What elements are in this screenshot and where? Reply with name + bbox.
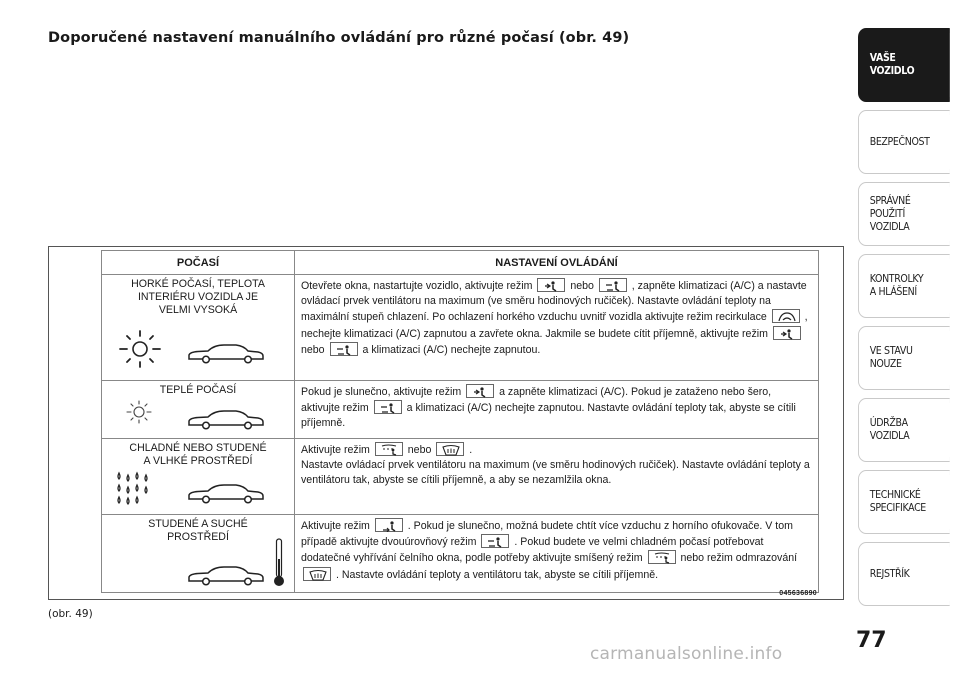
weather-label: TEPLÉ POČASÍ (159, 384, 237, 396)
mixed-mode-icon (375, 442, 403, 456)
bilevel-mode-icon (330, 342, 358, 356)
watermark: carmanualsonline.info (590, 644, 783, 664)
face-vent-mode-icon (773, 326, 801, 340)
car-icon (186, 343, 266, 365)
tab-technicke-specifikace[interactable] (858, 470, 950, 534)
settings-text: . Nastavte ovládání teploty a ventilátoru tak, abyste se cítili příjemně. (335, 568, 659, 581)
settings-text: a klimatizaci (A/C) nechejte zapnutou. Nastavte ovládání teploty tak, abyste se cítili příjemně. (301, 402, 796, 430)
table-row (102, 275, 819, 381)
weather-label: VELMI VYSOKÁ (158, 304, 238, 316)
bilevel-mode-icon (599, 278, 627, 292)
settings-text: , zapněte klimatizaci (A/C) a nastavte ovládací prvek ventilátoru na maximum (ve směru hodinových ručiček). Nastavte ovládání teploty na maximální stupeň chlazení. Po ochlazení horkého vzduchu uvnitř vozidla aktivujte režim recirkulace (301, 280, 807, 324)
sun-icon (124, 399, 154, 425)
settings-text: Pokud je slunečno, aktivujte režim (301, 386, 462, 398)
weather-label: CHLADNÉ NEBO STUDENÉ (129, 442, 267, 454)
face-vent-mode-icon (537, 278, 565, 292)
settings-text: Nastavte ovládací prvek ventilátoru na maximum (ve směru hodinových ručiček). Nastavte ovládání teploty a ventilátoru tak, abyste se cítili příjemně, a aby se nezamlžila okna. (301, 459, 810, 487)
tab-bezpecnost[interactable] (858, 110, 950, 174)
weather-cell (102, 515, 295, 593)
bilevel-mode-icon (481, 534, 509, 548)
settings-text: . (469, 444, 473, 456)
page-title: Doporučené nastavení manuálního ovládání pro různé počasí (obr. 49) (48, 30, 630, 46)
figure-caption: (obr. 49) (48, 608, 93, 620)
weather-label: A VLHKÉ PROSTŘEDÍ (143, 455, 253, 467)
settings-text: Otevřete okna, nastartujte vozidlo, aktivujte režim (301, 280, 533, 292)
settings-text: a zapněte klimatizaci (A/C). Pokud je zataženo nebo šero, aktivujte režim (301, 386, 772, 415)
car-icon (186, 409, 266, 431)
tab-label: REJSTŘÍK (869, 567, 910, 580)
settings-cell (295, 275, 819, 381)
settings-cell (295, 515, 819, 593)
weather-settings-table (101, 250, 819, 593)
tab-label: VE STAVU (869, 345, 913, 357)
table-row (102, 381, 819, 439)
figure-49 (48, 246, 844, 600)
settings-text: Aktivujte režim (301, 520, 370, 532)
table-row (102, 515, 819, 593)
weather-label: INTERIÉRU VOZIDLA JE (137, 291, 259, 303)
weather-cell (102, 439, 295, 515)
tab-label: BEZPEČNOST (869, 135, 930, 148)
settings-text: a klimatizaci (A/C) nechejte zapnutou. (362, 343, 541, 356)
sun-icon (116, 329, 164, 369)
page-number: 77 (856, 628, 887, 653)
tab-label: A HLÁŠENÍ (869, 286, 917, 298)
tab-label: VOZIDLA (869, 220, 910, 233)
tab-label: SPECIFIKACE (869, 502, 926, 514)
weather-label: HORKÉ POČASÍ, TEPLOTA (131, 278, 265, 290)
tab-label: SPRÁVNÉ (869, 194, 911, 207)
header-weather: POČASÍ (102, 251, 295, 275)
tab-label: TECHNICKÉ (869, 489, 921, 501)
face-vent-mode-icon (466, 384, 494, 398)
settings-text: nebo (570, 280, 594, 292)
tab-spravne-pouziti-vozidla[interactable] (858, 182, 950, 246)
defrost-mode-icon (436, 442, 464, 456)
tab-udrzba-vozidla[interactable] (858, 398, 950, 462)
tab-label: ÚDRŽBA (869, 417, 908, 429)
table-row (102, 439, 819, 515)
tab-label: KONTROLKY (869, 273, 924, 285)
settings-text: nebo (301, 343, 325, 356)
tab-rejstrik[interactable] (858, 542, 950, 606)
settings-text: Aktivujte režim (301, 444, 370, 456)
thermometer-icon (272, 537, 286, 589)
header-settings: NASTAVENÍ OVLÁDÁNÍ (295, 251, 819, 275)
tab-label: POUŽITÍ (869, 207, 905, 220)
mixed-mode-icon (648, 550, 676, 564)
weather-label: PROSTŘEDÍ (167, 531, 229, 543)
weather-cell (102, 381, 295, 439)
tab-kontrolky-a-hlaseni[interactable] (858, 254, 950, 318)
tab-label: VAŠE (869, 52, 896, 64)
car-icon (186, 483, 266, 505)
floor-mode-icon (375, 518, 403, 532)
weather-label: STUDENÉ A SUCHÉ (148, 518, 248, 530)
tab-ve-stavu-nouze[interactable] (858, 326, 950, 390)
bilevel-mode-icon (374, 400, 402, 414)
settings-text: . Pokud je slunečno, možná budete chtít více vzduchu z horního ofukovače. V tom případě aktivujte dvouúrovňový režim (301, 520, 793, 549)
tab-label: VOZIDLO (869, 65, 915, 77)
figure-code: 045636890 (779, 590, 817, 597)
tab-label: NOUZE (869, 358, 902, 370)
raindrops-icon (114, 471, 156, 507)
defrost-mode-icon (303, 567, 331, 581)
weather-cell (102, 275, 295, 381)
recirculation-icon (772, 309, 800, 323)
settings-text: nebo režim odmrazování (680, 552, 798, 565)
settings-cell (295, 439, 819, 515)
car-icon (186, 565, 266, 587)
tab-vase-vozidlo[interactable] (858, 28, 950, 102)
settings-cell (295, 381, 819, 439)
settings-text: , nechejte klimatizaci (A/C) zapnutou a zavřete okna. Jakmile se budete cítit příjemně, aktivujte režim (301, 311, 808, 340)
settings-text: nebo (407, 444, 432, 456)
tab-label: VOZIDLA (869, 430, 910, 442)
settings-text: . Pokud budete ve velmi chladném počasí potřebovat dodatečné vyhřívání čelního okna, podle potřeby aktivujte smíšený režim (301, 536, 764, 565)
